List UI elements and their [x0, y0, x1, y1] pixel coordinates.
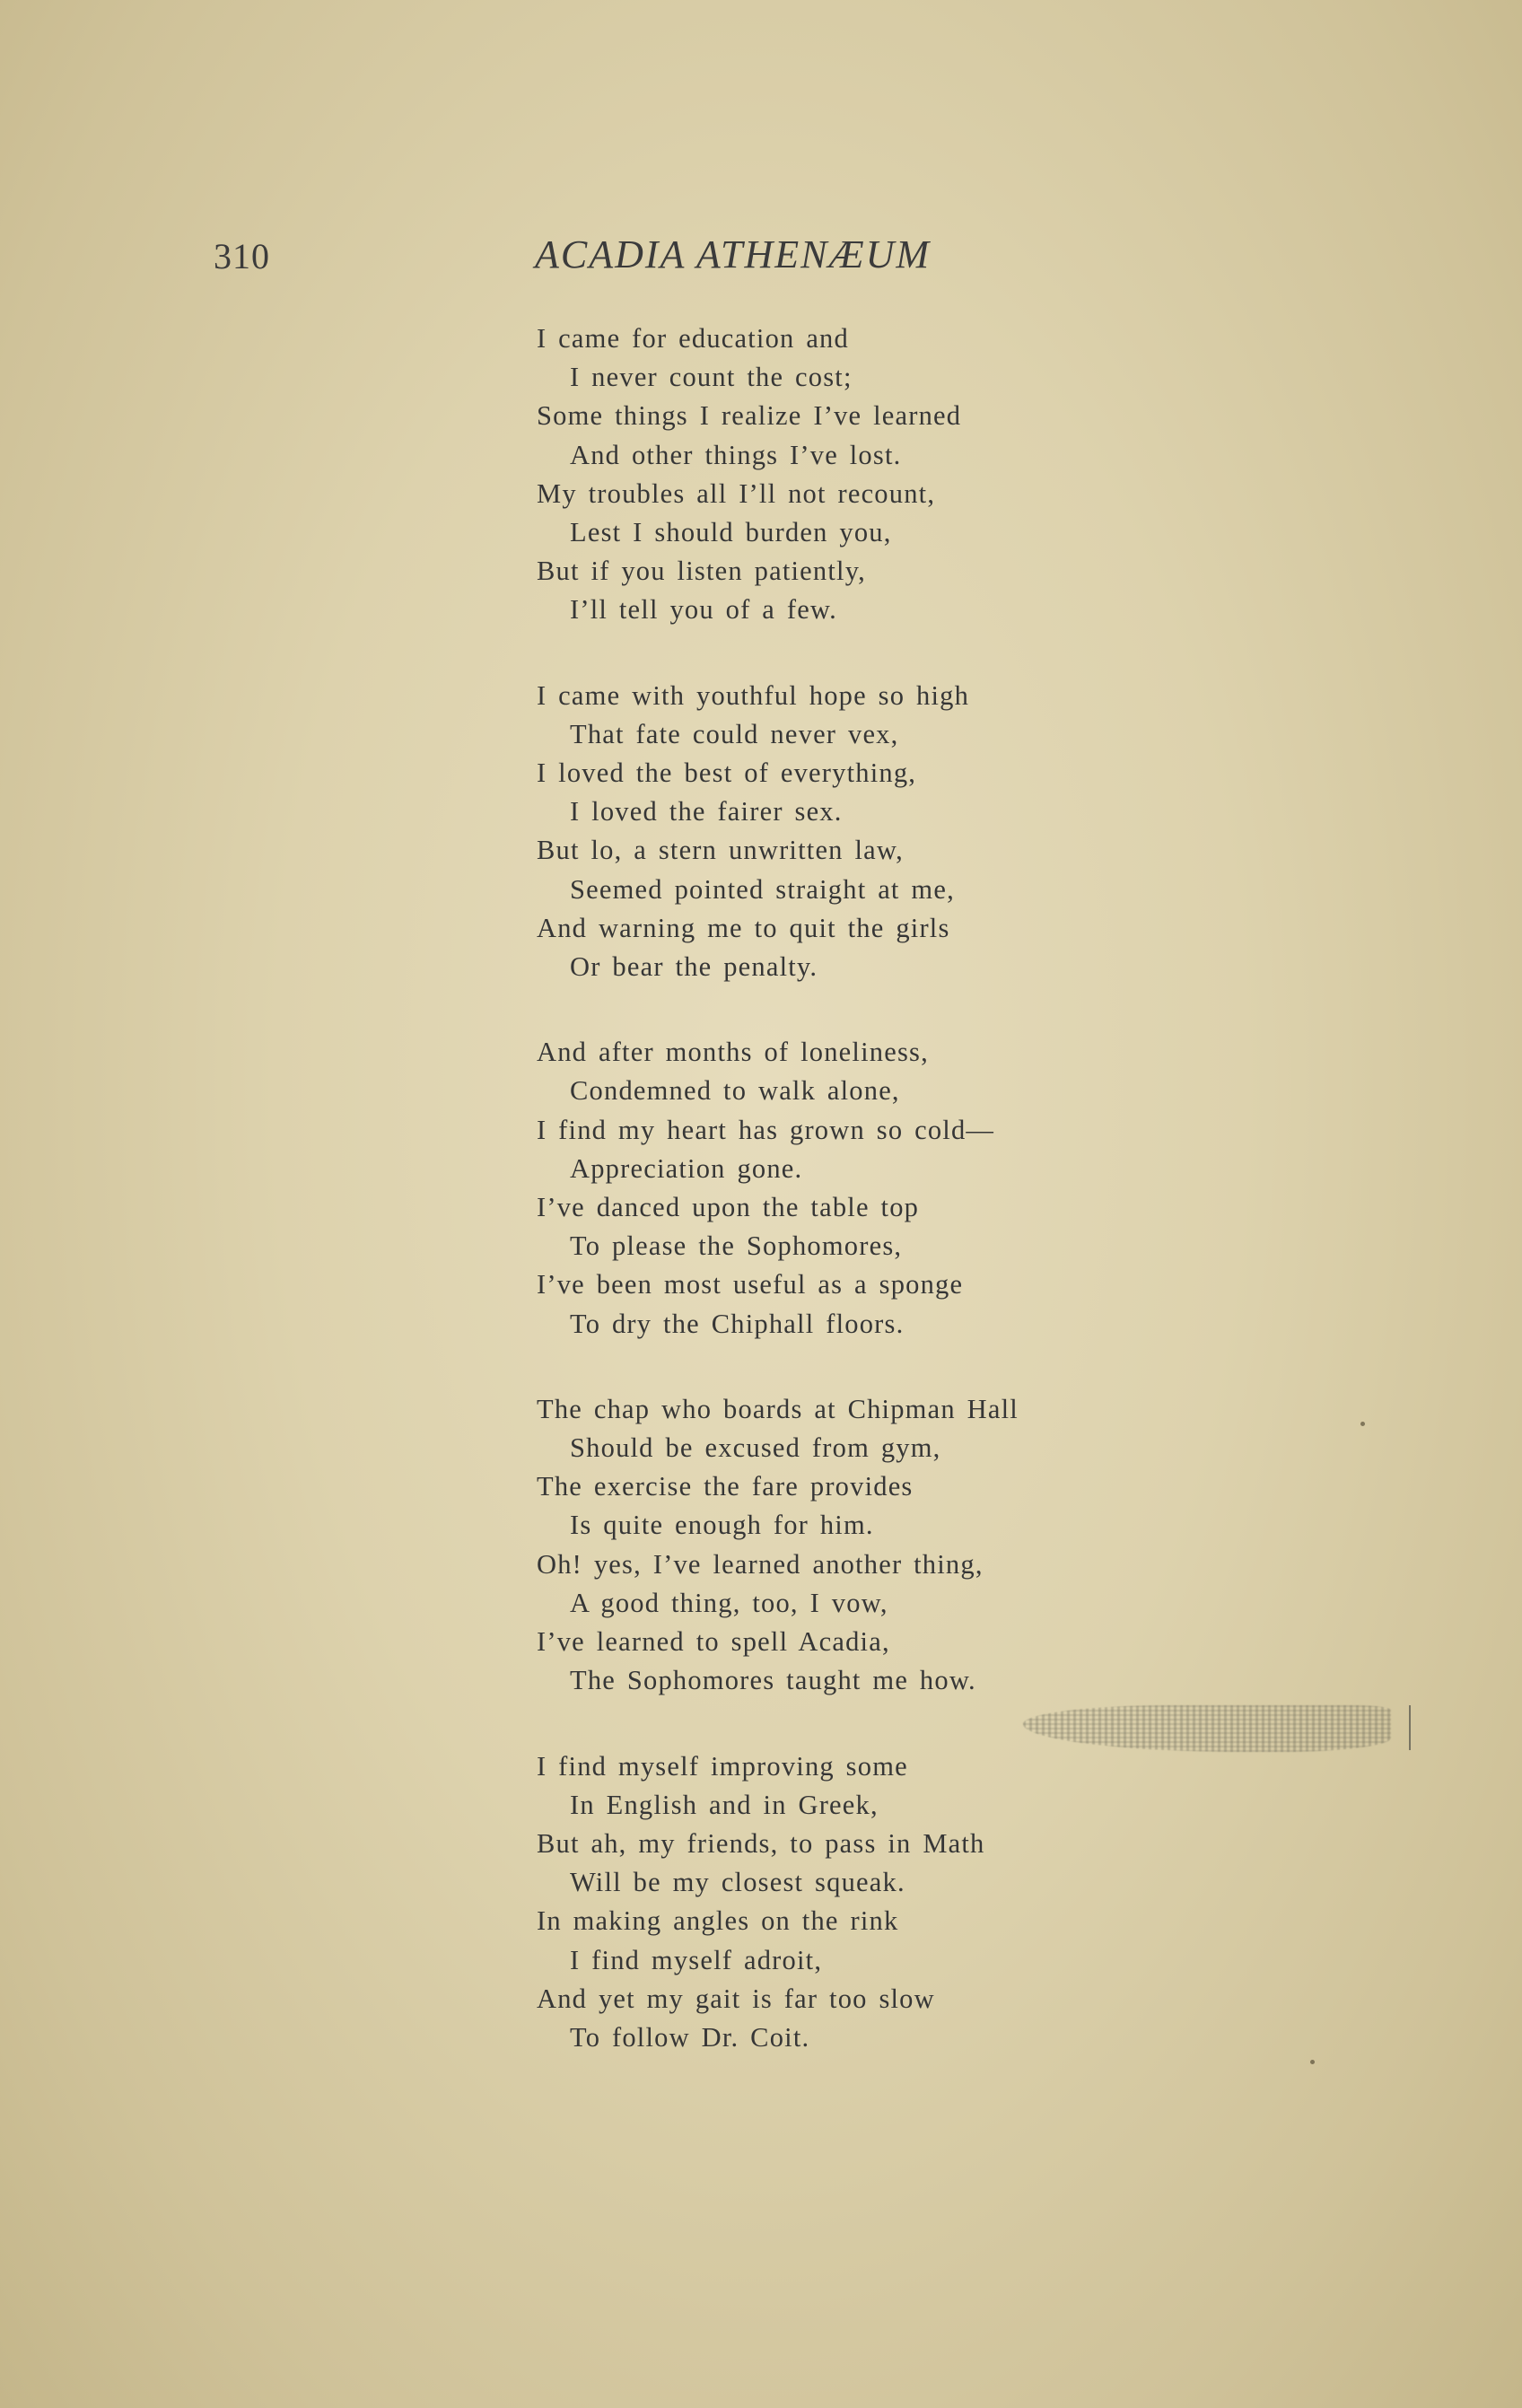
stanza-5: [537, 1747, 1219, 2058]
margin-mark: [1409, 1705, 1411, 1750]
poem-line: But if you listen patiently,: [537, 556, 866, 587]
poem-line: To dry the Chiphall floors.: [570, 1308, 905, 1339]
poem-line: But ah, my friends, to pass in Math: [537, 1827, 985, 1859]
poem-line: I find myself improving some: [537, 1750, 908, 1782]
poem-line: The chap who boards at Chipman Hall: [537, 1393, 1019, 1424]
poem-line: I’ve been most useful as a sponge: [537, 1269, 964, 1300]
poem-line: I came for education and: [537, 323, 849, 354]
poem-line: The Sophomores taught me how.: [570, 1665, 976, 1696]
poem-line: But lo, a stern unwritten law,: [537, 835, 904, 866]
poem-line: To follow Dr. Coit.: [570, 2021, 810, 2053]
poem-line: Some things I realize I’ve learned: [537, 400, 962, 432]
poem-line: To please the Sophomores,: [570, 1230, 903, 1262]
poem-line: Lest I should burden you,: [570, 517, 892, 548]
poem-line: I’ve learned to spell Acadia,: [537, 1626, 890, 1658]
poem-line: Condemned to walk alone,: [570, 1075, 900, 1107]
poem: [537, 320, 1219, 2104]
stanza-4: [537, 1390, 1219, 1701]
page-number: 310: [214, 236, 270, 276]
poem-line: I loved the fairer sex.: [570, 796, 843, 827]
stanza-2: [537, 677, 1219, 987]
poem-line: Should be excused from gym,: [570, 1432, 941, 1464]
poem-line: I’ve danced upon the table top: [537, 1192, 920, 1223]
stanza-3: [537, 1033, 1219, 1344]
poem-line: The exercise the fare provides: [537, 1471, 914, 1502]
poem-line: Oh! yes, I’ve learned another thing,: [537, 1548, 984, 1580]
poem-line: In making angles on the rink: [537, 1905, 899, 1937]
poem-line: Will be my closest squeak.: [570, 1867, 905, 1898]
poem-line: Or bear the penalty.: [570, 951, 818, 983]
stanza-1: [537, 320, 1219, 630]
running-title: ACADIA ATHENÆUM: [535, 232, 932, 276]
poem-line: I’ll tell you of a few.: [570, 594, 838, 626]
paper-speck: [1310, 2060, 1315, 2064]
poem-line: Seemed pointed straight at me,: [570, 873, 955, 905]
poem-line: And warning me to quit the girls: [537, 912, 950, 943]
poem-line: My troubles all I’ll not recount,: [537, 477, 936, 509]
poem-line: Appreciation gone.: [570, 1152, 803, 1184]
poem-line: A good thing, too, I vow,: [570, 1587, 888, 1618]
poem-line: In English and in Greek,: [570, 1789, 879, 1820]
paper-speck: [1360, 1422, 1365, 1426]
poem-line: Is quite enough for him.: [570, 1510, 874, 1541]
poem-line: That fate could never vex,: [570, 718, 899, 749]
poem-line: I find my heart has grown so cold—: [537, 1114, 995, 1145]
poem-line: I loved the best of everything,: [537, 757, 917, 789]
poem-line: I never count the cost;: [570, 362, 853, 393]
poem-line: And after months of loneliness,: [537, 1037, 929, 1068]
poem-line: And other things I’ve lost.: [570, 439, 902, 470]
poem-line: And yet my gait is far too slow: [537, 1983, 935, 2014]
poem-line: I came with youthful hope so high: [537, 679, 970, 711]
poem-line: I find myself adroit,: [570, 1944, 823, 1975]
